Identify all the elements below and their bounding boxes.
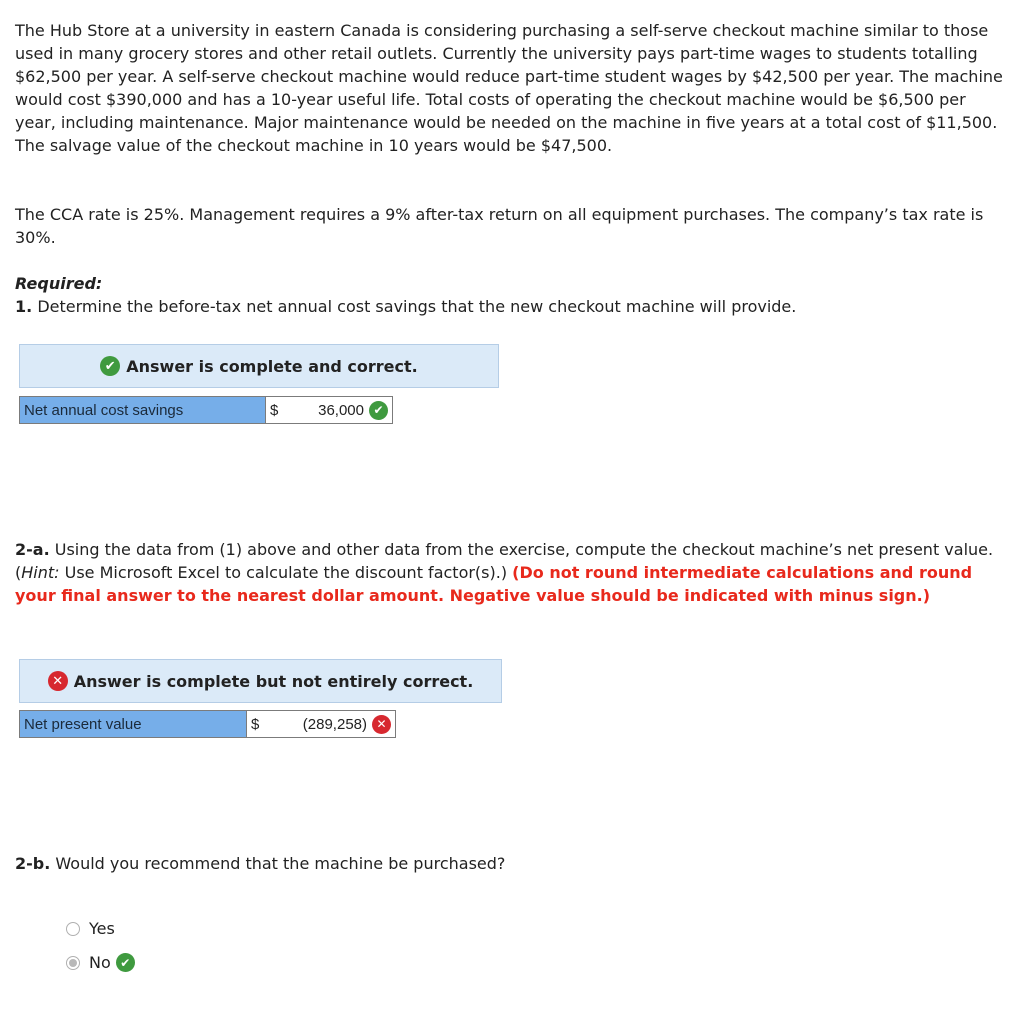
net-present-value-input[interactable] [247,711,395,737]
net-annual-cost-savings-value: 36,000 [318,401,364,419]
no-label: No [89,953,111,972]
question-2b-number: 2-b. [15,854,51,873]
question-2a-number: 2-a. [15,540,50,559]
answer-1-row [19,396,393,424]
question-2b [15,852,1005,875]
net-present-value-value: (289,258) [302,715,367,733]
check-circle-icon: ✔ [116,953,135,972]
question-2a-text: Using the data from (1) above and other data from the exercise, compute the checkout machine’s net present value. ( [15,540,994,582]
currency-symbol: $ [270,401,279,419]
net-annual-cost-savings-label: Net annual cost savings [20,397,266,423]
x-circle-icon: ✕ [372,715,391,734]
option-yes[interactable] [66,919,115,938]
question-1-number: 1. [15,297,33,316]
hint-label: Hint: [21,563,60,582]
yes-radio[interactable] [66,922,80,936]
no-radio[interactable] [66,956,80,970]
option-no[interactable] [66,953,135,972]
answer-1-banner-text: Answer is complete and correct. [126,356,418,376]
question-2a [15,538,1005,607]
answer-2a-banner-text: Answer is complete but not entirely correct. [73,671,474,691]
net-annual-cost-savings-input[interactable] [266,397,392,423]
tax-paragraph: The CCA rate is 25%. Management requires a 9% after-tax return on all equipment purchases. The company’s tax rate is 30%. [15,205,984,247]
answer-1-banner [19,344,499,388]
question-1-text: Determine the before-tax net annual cost savings that the new checkout machine will provide. [37,297,797,316]
net-present-value-label: Net present value [20,711,247,737]
yes-label: Yes [89,919,115,938]
problem-paragraph: The Hub Store at a university in eastern Canada is considering purchasing a self-serve checkout machine similar to those used in many grocery stores and other retail outlets. Currently the university pays part-time wages to students totalling $62,500 per year. A self-serve checkout machine would reduce part-time student wages by $42,500 per year. The machine would cost $390,000 and has a 10-year useful life. Total costs of operating the checkout machine would be $6,500 per year, including maintenance. Major maintenance would be needed on the machine in five years at a total cost of $11,500. The salvage value of the checkout machine in 10 years would be $47,500. [15,21,1003,155]
required-title: Required: [15,274,103,293]
required-section [15,272,1005,318]
answer-2a-banner [19,659,502,703]
question-2a-instruction: (Do not round intermediate calculations and round your final answer to the nearest dollar amount. Negative value should be indicated with minus sign.) [15,563,973,605]
question-2b-text: Would you recommend that the machine be purchased? [55,854,506,873]
currency-symbol: $ [251,715,260,733]
question-2a-text-b: Use Microsoft Excel to calculate the discount factor(s).) [59,563,508,582]
check-circle-icon: ✔ [100,356,120,376]
answer-2a-row [19,710,396,738]
x-circle-icon: ✕ [48,671,68,691]
check-circle-icon: ✔ [369,401,388,420]
